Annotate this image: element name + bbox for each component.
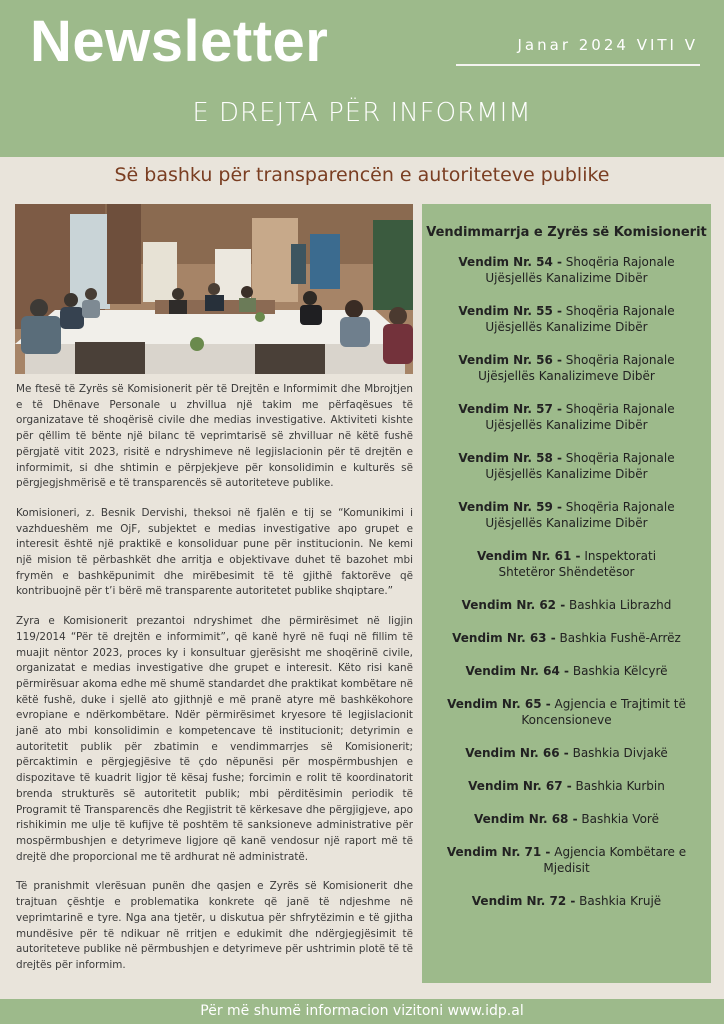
decision-entity: Bashkia Divjakë bbox=[572, 746, 668, 760]
decision-entity: Bashkia Fushë-Arrëz bbox=[559, 631, 681, 645]
decision-number: Vendim Nr. 56 - bbox=[458, 353, 562, 367]
decision-entity: Bashkia Librazhd bbox=[569, 598, 672, 612]
decision-item bbox=[474, 548, 659, 580]
article-body bbox=[16, 382, 413, 988]
decision-entity: Bashkia Kurbin bbox=[575, 779, 665, 793]
decision-number: Vendim Nr. 62 - bbox=[461, 598, 566, 612]
article-paragraph-4: Të pranishmit vlerësuan punën dhe qasjen e Zyrës së Komisionerit dhe trajtuan çështje e problematika konkrete që janë të ndjeshme në veprimtarinë e tyre. Nga ana tjetër, u diskutua për shfrytëzimin e të gjitha mundësive për të ndikuar në rritjen e edukimit dhe ndërgjegjësimit të autoriteteve publike në përmbushjen e detyrimeve për ushtrimin plotë të të drejtës për informim. bbox=[16, 880, 413, 971]
decision-number: Vendim Nr. 65 - bbox=[447, 697, 551, 711]
decision-item bbox=[432, 450, 701, 482]
decision-item bbox=[432, 893, 701, 909]
decision-entity: Shoqëria Rajonale Ujësjellës Kanalizime Dibër bbox=[485, 500, 675, 530]
decision-number: Vendim Nr. 55 - bbox=[458, 304, 562, 318]
decision-entity: Shoqëria Rajonale Ujësjellës Kanalizime Dibër bbox=[485, 451, 675, 481]
decision-number: Vendim Nr. 61 - bbox=[476, 549, 581, 563]
newsletter-title: Newsletter bbox=[30, 9, 329, 74]
decision-number: Vendim Nr. 63 - bbox=[452, 631, 556, 645]
tagline: Së bashku për transparencën e autoriteteve publike bbox=[114, 164, 610, 186]
decision-number: Vendim Nr. 71 - bbox=[446, 845, 551, 859]
decision-entity: Shoqëria Rajonale Ujësjellës Kanalizime Dibër bbox=[485, 402, 675, 432]
article-paragraph-3: Zyra e Komisionerit prezantoi ndryshimet dhe përmirësimet në ligjin 119/2014 “Për të drejtën e informimit”, që kanë hyrë në fuqi në fillim të muajit nëntor 2023, proces ky i konsultuar gjerësisht me shoqërinë civile, organizatat e medias investigative dhe grupet e interesit. Këto risi kanë përmirësuar akoma edhe më shumë standardet dhe praktikat kombëtare në këtë fushë, duke i sjellë ato gjithnjë e më pranë atyre më bashkëkohore evropiane e ndërkombëtare. Ndër përmirësimet kryesore të legjislacionit janë ato mbi konsolidimin e kompetencave të institucionit; detyrimin e autoritetit publik për zbatimin e vendimmarrjes së Komisionerit; përcaktimin e përgjegjësive të çdo nëpunësi për mospërmbushjen e dispozitave të kuadrit ligjor të kësaj fushe; forcimin e rolit të koordinatorit brenda strukturës së autoritetit publik; mbi përditësimin periodik të Programit të Transparencës dhe Regjistrit të kërkesave dhe përgjigjeve, apo rishikimin me ulje të kufijve të poshtëm të sanksioneve administrative për mospërmbushjen e detyrimeve ligjore që kanë vendosur një raport më të drejtë dhe proporcional me të ardhurat në administratë. bbox=[16, 615, 413, 863]
decision-item bbox=[436, 696, 697, 728]
meeting-room-illustration bbox=[15, 204, 413, 374]
decision-entity: Agjencia Kombëtare e Mjedisit bbox=[543, 845, 687, 875]
decision-entity: Bashkia Krujë bbox=[579, 894, 662, 908]
decision-item bbox=[432, 254, 701, 286]
decision-item bbox=[432, 303, 701, 335]
decision-item bbox=[432, 630, 701, 646]
decision-number: Vendim Nr. 64 - bbox=[465, 664, 570, 678]
decision-number: Vendim Nr. 57 - bbox=[458, 402, 562, 416]
decision-item bbox=[432, 663, 701, 679]
decision-item bbox=[432, 352, 701, 384]
decision-number: Vendim Nr. 67 - bbox=[468, 779, 572, 793]
decision-number: Vendim Nr. 59 - bbox=[458, 500, 562, 514]
newsletter-subtitle: E DREJTA PËR INFORMIM bbox=[192, 98, 532, 128]
decision-number: Vendim Nr. 54 - bbox=[458, 255, 562, 269]
decision-item bbox=[432, 745, 701, 761]
article-paragraph-1: Me ftesë të Zyrës së Komisionerit për të Drejtën e Informimit dhe Mbrojtjen e të Dhënave Personale u zhvillua një takim me përfaqësues të organizatave të shoqërisë civile dhe medias investigative. Aktiviteti kishte për qëllim të bënte një bilanc të veprimtarisë së zhvilluar në këtë fushë përgjatë vitit 2023, risitë e ndryshimeve në legjislacionin për të drejtën e informimit, si dhe shtimin e përpjekjeve për konsolidimin e kulturës së përgjegjshmërisë e të transparencës së autoriteteve publike. bbox=[16, 383, 413, 490]
footer-text[interactable]: Për më shumë informacion vizitoni www.idp.al bbox=[200, 1003, 524, 1019]
issue-date: Janar 2024 VITI V bbox=[517, 36, 698, 54]
decision-number: Vendim Nr. 66 - bbox=[465, 746, 569, 760]
decision-entity: Bashkia Këlcyrë bbox=[572, 664, 668, 678]
meeting-photo bbox=[15, 204, 413, 374]
decision-number: Vendim Nr. 58 - bbox=[458, 451, 562, 465]
decision-entity: Shoqëria Rajonale Ujësjellës Kanalizime Dibër bbox=[485, 255, 675, 285]
footer bbox=[0, 999, 724, 1024]
decision-entity: Shoqëria Rajonale Ujësjellës Kanalizimeve Dibër bbox=[478, 353, 675, 383]
article-paragraph-2: Komisioneri, z. Besnik Dervishi, theksoi në fjalën e tij se “Komunikimi i vazhdueshëm me OjF, subjektet e medias investigative apo grupet e interesit është një praktikë e konsoliduar pune për institucionin. Ne kemi një mision të përbashkët dhe arritja e objektivave duhet të bazohet mbi frymën e bashkëpunimit dhe mirëbesimit të të gjithë faktorëve që kontribuojnë për t’i bërë më transparente autoritetet publike shqiptare.” bbox=[16, 506, 413, 598]
decision-entity: Inspektorati Shtetëror Shëndetësor bbox=[498, 549, 657, 579]
decision-item bbox=[432, 778, 701, 794]
sidebar-heading: Vendimmarrja e Zyrës së Komisionerit bbox=[426, 225, 707, 240]
decisions-sidebar bbox=[422, 204, 711, 983]
decision-entity: Bashkia Vorë bbox=[581, 812, 659, 826]
decision-entity: Shoqëria Rajonale Ujësjellës Kanalizime Dibër bbox=[485, 304, 675, 334]
decision-item bbox=[436, 844, 697, 876]
decision-number: Vendim Nr. 68 - bbox=[474, 812, 578, 826]
decision-item bbox=[432, 597, 701, 613]
newsletter-header bbox=[0, 0, 724, 157]
header-divider bbox=[456, 64, 700, 66]
decision-item bbox=[432, 401, 701, 433]
decision-item bbox=[432, 499, 701, 531]
decision-entity: Agjencia e Trajtimit të Koncensioneve bbox=[521, 697, 686, 727]
decision-number: Vendim Nr. 72 - bbox=[471, 894, 576, 908]
decision-item bbox=[432, 811, 701, 827]
